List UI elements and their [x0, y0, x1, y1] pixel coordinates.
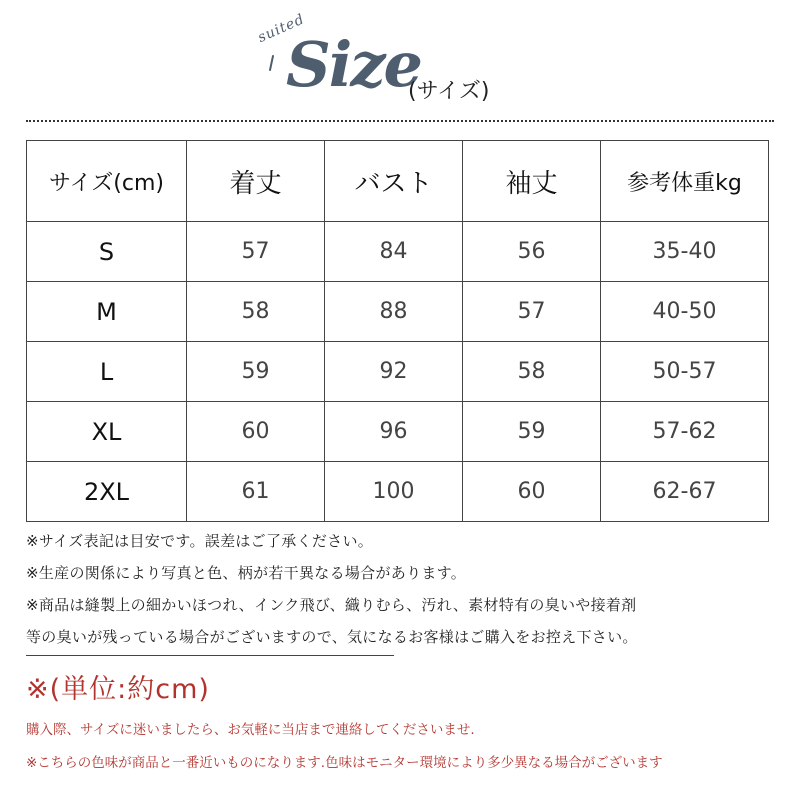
contact-note: 購入際、サイズに迷いましたら、お気軽に当店まで連絡してくださいませ.: [26, 722, 475, 738]
size-cell: M: [27, 282, 187, 342]
color-monitor-note: ※こちらの色味が商品と一番近いものになります.色味はモニター環境により多少異なる場合がございます: [26, 755, 663, 771]
unit-label: ※(単位:約cm): [26, 674, 210, 705]
sleeve-cell: 58: [463, 342, 601, 402]
table-row: [27, 342, 769, 402]
dotted-divider: [26, 120, 774, 122]
length-cell: 61: [187, 462, 325, 522]
size-cell: L: [27, 342, 187, 402]
sleeve-cell: 59: [463, 402, 601, 462]
header-weight: 参考体重kg: [601, 141, 769, 222]
bust-cell: 92: [325, 342, 463, 402]
page-subtitle: (サイズ): [408, 79, 490, 104]
header-script-text: suited: [255, 11, 308, 46]
table-header-row: [27, 141, 769, 222]
size-cell: XL: [27, 402, 187, 462]
table-row: [27, 282, 769, 342]
note-odor-warning: 等の臭いが残っている場合がございますので、気になるお客様はご購入をお控え下さい。: [26, 628, 638, 646]
header-sleeve: 袖丈: [463, 141, 601, 222]
note-product-defects: ※商品は縫製上の細かいほつれ、インク飛び、織りむら、汚れ、素材特有の臭いや接着剤: [26, 596, 637, 614]
header-length: 着丈: [187, 141, 325, 222]
size-cell: S: [27, 222, 187, 282]
weight-cell: 40-50: [601, 282, 769, 342]
weight-cell: 50-57: [601, 342, 769, 402]
length-cell: 57: [187, 222, 325, 282]
size-table: [26, 140, 769, 522]
length-cell: 58: [187, 282, 325, 342]
sleeve-cell: 57: [463, 282, 601, 342]
note-size-disclaimer: ※サイズ表記は目安です。誤差はご了承ください。: [26, 532, 374, 550]
note-color-difference: ※生産の関係により写真と色、柄が若干異なる場合があります。: [26, 564, 467, 582]
size-header: [0, 0, 800, 120]
header-bust: バスト: [325, 141, 463, 222]
weight-cell: 35-40: [601, 222, 769, 282]
sleeve-cell: 56: [463, 222, 601, 282]
table-row: [27, 462, 769, 522]
table-row: [27, 222, 769, 282]
table-row: [27, 402, 769, 462]
sleeve-cell: 60: [463, 462, 601, 522]
weight-cell: 62-67: [601, 462, 769, 522]
bust-cell: 100: [325, 462, 463, 522]
weight-cell: 57-62: [601, 402, 769, 462]
bust-cell: 96: [325, 402, 463, 462]
header-size: サイズ(cm): [27, 141, 187, 222]
size-cell: 2XL: [27, 462, 187, 522]
length-cell: 59: [187, 342, 325, 402]
bust-cell: 84: [325, 222, 463, 282]
page-title: Size: [286, 28, 421, 101]
notes-divider: [26, 655, 394, 656]
length-cell: 60: [187, 402, 325, 462]
bust-cell: 88: [325, 282, 463, 342]
